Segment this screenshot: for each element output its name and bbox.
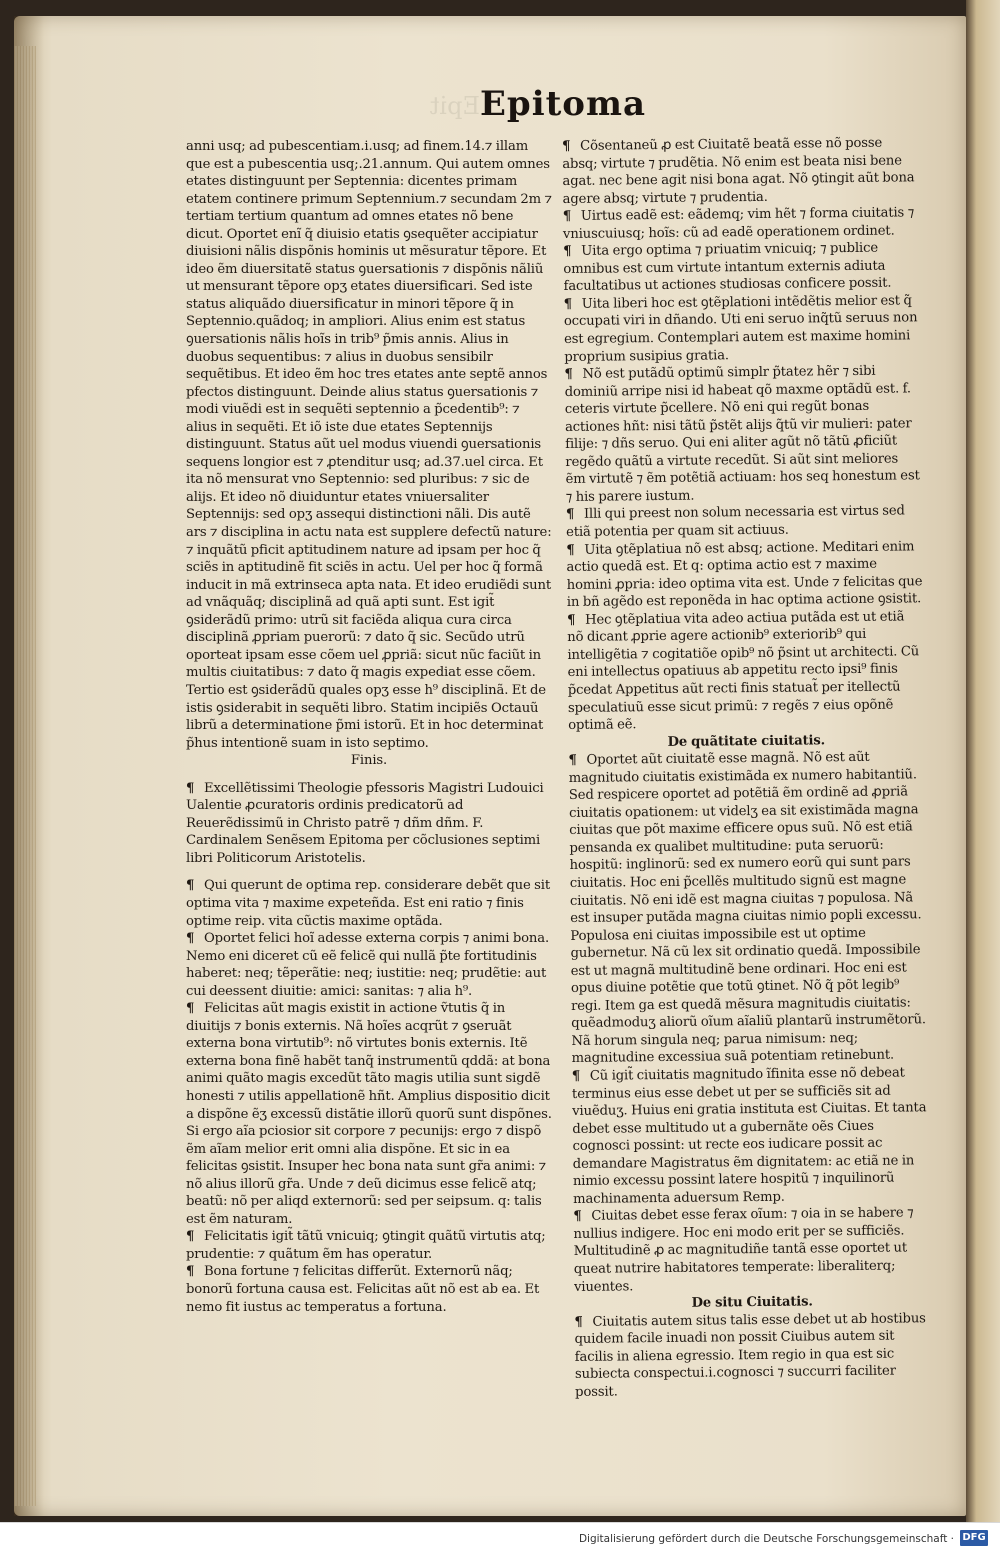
paragraph-text: Felicitas aũt magis existit in actione ṽtutis q̃ in diuitijs ⁊ bonis externis. Nã hoĩes acqrũt ⁊ ꝯseruãt externa bona virtutib⁹: nõ virtutes bonis externis. Itẽ externa bona finẽ habẽt tanq̃ instrumentũ qddã: at bona animi quãto magis excedũt tãto magis utilia sunt sigdẽ honesti ⁊ utilis appellationẽ hñt. Amplius dispositio dicit a dispõne ẽʒ excessũ distãtie illorũ quorũ sunt dispõnes. Si ergo aĩa pciosior sit corpore ⁊ pecunijs: ergo ⁊ dispõ ẽm aĩam melior erit omni alia dispõne. Et sic in ea felicitas ꝯsistit. Insuper hec bona nata sunt gr̃a animi: ⁊ nõ alius illorũ gr̃a. Unde ⁊ deũ dicimus esse felicẽ atq; beatũ: nõ per aliqd externorũ: sed per seipsum. q: talis est ẽm naturam. [186,1001,552,1227]
paragraph-text: Qui querunt de optima rep. considerare debẽt que sit optima vita ⁊ maxime expeteñda. Est eni ratio ⁊ finis optime reip. vita cũctis maxime optãda. [186,878,550,929]
pilcrow-mark: ¶ [568,753,577,769]
finis-line [186,752,552,770]
pilcrow-mark: ¶ [186,878,195,894]
paragraph-text: Uita ꝯtẽplatiua nõ est absq; actione. Meditari enim actio quedã est. Et q: optima actio est ⁊ maxime homini ꝓpria: ideo optima vita est. Unde ⁊ felicitas que in bñ agẽdo est reponẽda in hac optima actione ꝯsistit. [566,538,923,611]
paragraph-text: Nõ est putãdũ optimũ simplr p̃tatez hẽr ⁊ sibi dominiũ arripe nisi id habeat qõ maxme optãdũ est. f. ceteris virtute p̃cellere. Nõ eni qui regũt bonas actiones hñt: nisi tãtũ p̃stẽt alijs q̃tũ vir mulieri: pater filije: ⁊ dñs seruo. Qui eni aliter agũt nõ tãtũ ꝓficiũt regẽdo quãtũ a virtute recedũt. Si aũt sint meliores ẽm virtutẽ ⁊ ẽm potẽtiã actiuam: hos seq honestum est ⁊ his parere iustum. [564,363,920,505]
pilcrow-mark: ¶ [562,209,572,225]
pilcrow-mark: ¶ [566,542,575,558]
paragraph-text: Excellẽtissimi Theologie pfessoris Magistri Ludouici Ualentie ꝓcuratoris ordinis predicatorũ ad Reuerẽdissimũ in Christo patrẽ ⁊ dñm dñm. F. Cardinalem Senẽsem Epitoma per cõclusiones septimi libri Politicorum Aristotelis. [186,780,544,866]
paragraph-text: Ciuitas debet esse ferax oĩum: ⁊ oia in se habere ⁊ nullius indigere. Hoc eni modo erit per se sufficiẽs. Multitudinẽ ꝓ ac magnitudiñe tantã esse oportet ut queat nutrire habitatores temperate: liberaliterq; viuentes. [573,1205,914,1295]
pilcrow-mark: ¶ [186,780,195,796]
dfg-logo: DFG [960,1530,988,1546]
paragraph-text: Uirtus eadẽ est: eãdemq; vim hẽt ⁊ forma ciuitatis ⁊ vniuscuiusq; hoĩs: cũ ad eadẽ operationem ordinet. [562,205,915,242]
paragraph-text: Oportet aũt ciuitatẽ esse magnã. Nõ est aũt magnitudo ciuitatis existimãda ex numero habitantiũ. Sed respicere oportet ad potẽtiã ẽm ordinẽ ad ꝓpriã ciuitatis opationem: ut videlʒ ea sit existimãda magna ciuitas que põt maxime efficere opus suũ. Nõ est etiã pensanda ex qualibet multitudine: puta seruorũ: hospitũ: inglinorũ: sed ex numero eorũ qui sunt pars ciuitatis. Hoc eni p̃cellẽs multitudo signũ est magne ciuitatis. Nõ eni idẽ est magna ciuitas ⁊ populosa. Nã est insuper putãda magna ciuitas nimio popli excessu. Populosa eni ciuitas impossibile est ut optime gubernetur. Nã cũ lex sit ordinatio quedã. Impossibile est ut magnã multitudinẽ bene ordinari. Hoc eni est opus diuine potẽtie que totũ ꝯtinet. Nõ q̃ põt legib⁹ regi. Item ga est quedã mẽsura magnitudis ciuitatis: quẽadmoduʒ aliorũ oĩum aĩaliũ plantarũ instrumẽtorũ. Nã horum singula neq; parua nimisum: neq; magnitudine excessiua suã potentiam retinebunt. [568,749,927,1067]
text-paragraph [572,1064,929,1208]
left-text-column [186,138,552,1316]
text-paragraph [566,503,922,542]
paragraph-text: Illi qui preest non solum necessaria est virtus sed etiã potentia per quam sit actiuus. [566,503,905,541]
pilcrow-mark: ¶ [563,244,572,260]
paragraph-text: Cũ igit̃ ciuitatis magnitudo ĩfinita esse nõ debeat terminus eius esse debet ut per se sufficiẽs sit ad viuẽduʒ. Huius eni gratia instituta est Ciuitas. Et tanta debet esse multitudo ut a gubernãte oẽs Ciues cognosci possint: ut recte eos iudicare possit ac demandare Magistratus ẽm dignitatem: ac etiã ne in nimio excessu possint latere hospitũ ⁊ inquilinorũ machinamenta aduersum Remp. [571,1065,927,1207]
text-paragraph [574,1310,931,1401]
text-paragraph [573,1205,930,1296]
text-paragraph [563,204,919,243]
pilcrow-mark: ¶ [186,1229,195,1245]
text-paragraph [564,292,921,366]
paragraph-text: Finis. [350,753,388,769]
paragraph-text: Hec ꝯtẽplatiua vita adeo actiua putãda est ut etiã nõ dicant ꝓprie agere actionib⁹ exteriorib⁹ qui intelligẽtia ⁊ cogitatiõe opib⁹ nõ p̃sint ut architecti. Cũ eni intellectus opatiuus ab appetitu recto ipsi⁹ finis p̃cedat Appetitus aũt recti finis statuat̃ per itellectũ speculatiuũ esse sicut primũ: ⁊ regẽs ⁊ eius opõnẽ optimã eẽ. [567,609,920,734]
pilcrow-mark: ¶ [186,1264,195,1280]
paragraph-text: De quãtitate ciuitatis. [667,732,826,750]
paragraph-text: De situ Ciuitatis. [691,1294,813,1311]
text-paragraph [186,780,552,868]
text-paragraph [186,138,552,752]
pilcrow-mark: ¶ [565,507,575,523]
text-paragraph [186,877,552,930]
paragraph-text: anni usq; ad pubescentiam.i.usq; ad finem.14.⁊ illam que est a pubescentia usq;.21.annum. Qui autem omnes etates distinguunt per Septennia: dicentes primam etatem continere primum Septennium.⁊ secundam 2m ⁊ tertiam tertium quantum ad omnes etates nõ bene dicut. Oportet enĩ q̃ diuisio etatis ꝯsequẽter accipiatur diuisioni nãlis dispõnis hominis ut mẽsuratur tẽpore. Et ideo ẽm diuersitatẽ status ꝯuersationis ⁊ dispõnis nãliũ ut mensurant tẽpore opʒ etates diuersificari. Sed iste status aliquãdo diuersificatur in minori tẽpore q̃ in Septennio.quãdoq; in ampliori. Alius enim est status ꝯuersationis nãlis hoĩs in trib⁹ p̃mis annis. Alius in duobus sequentibus: ⁊ alius in duobus sensibilr sequẽtibus. Et ideo ẽm hoc tres etates ante septẽ annos pfectos distinguunt. Deinde alius status ꝯuersationis ⁊ modi viuẽdi est in sequẽti septennio a p̃cedentib⁹: ⁊ alius in sequẽti. Et iõ iste due etates Septennijs distinguunt. Status aũt uel modus viuendi ꝯuersationis sequens longior est ⁊ ꝓtenditur usq; ad.37.uel circa. Et ita nõ mensurat vno Septennio: sed pluribus: ⁊ sic de alijs. Et ideo nõ diuiduntur etates vniuersaliter Septennijs: sed opʒ assequi distinctioni nãli. Dis autẽ ars ⁊ disciplina in actu nata est supplere defectũ nature: ⁊ inquãtũ pficit aptitudinem nature ad ipsam per hoc q̃ sciẽs in aptitudinẽ fit sciẽs in actu. Uel per hoc q̃ formã inducit in mã extrinseca apta nata. Et ideo erudiẽdi sunt ad vnãquãq; disciplinã ad quã apti sunt. Est igit̃ ꝯsiderãdũ primo: utrũ sit faciẽda aliqua cura circa disciplinã ꝓpriam puerorũ: ⁊ dato q̃ sic. Secũdo utrũ oporteat ipsam esse cõem uel ꝓpriã: sicut nũc faciũt in multis ciuitatibus: ⁊ dato q̃ magis expediat esse cõem. Tertio est ꝯsiderãdũ quales opʒ esse h⁹ disciplinã. Et de istis ꝯsiderabit in sequẽti libro. Statim incipiẽs Octauũ librũ a determinatione p̃mi istorũ. Et in hoc determinat p̃hus intentionẽ suam in isto septimo. [186,139,552,751]
show-through-text: Epit [429,92,480,120]
pilcrow-mark: ¶ [563,296,573,312]
paragraph-text: Bona fortune ⁊ felicitas differũt. Externorũ nãq; bonorũ fortuna causa est. Felicitas aũt nõ est ab ea. Et nemo fit iustus ac temperatus a fortuna. [186,1264,540,1315]
text-paragraph [568,748,927,1068]
text-paragraph [567,608,924,735]
running-head: Epitoma [480,84,646,124]
paragraph-text: Uita ergo optima ⁊ priuatim vnicuiq; ⁊ publice omnibus est cum virtute intantum externis adiuta facultatibus ut actiones studiosas conficere possit. [563,240,892,295]
paragraph-text: Felicitatis igit̃ tãtũ vnicuiq; ꝯtingit quãtũ virtutis atq; prudentie: ⁊ quãtum ẽm has operatur. [186,1229,546,1262]
paragraph-text: Cõsentaneũ ꝓ est Ciuitatẽ beatã esse nõ posse absq; virtute ⁊ prudẽtia. Nõ enim est beata nisi bene agat. nec bene agit nisi bona agat. Nõ ꝯtingit aũt bona agere absq; virtute ⁊ prudentia. [562,135,915,207]
paragraph-text: Ciuitatis autem situs talis esse debet ut ab hostibus quidem facile inuadi non possit Ciuibus autem sit facilis in aliena egressio. Item regio in qua est sic subiecta conspectui.i.cognosci ⁊ succurri faciliter possit. [574,1310,926,1400]
pilcrow-mark: ¶ [566,612,576,628]
text-paragraph [186,1263,552,1316]
text-paragraph [564,362,921,506]
pilcrow-mark: ¶ [571,1068,581,1084]
text-paragraph [186,1228,552,1263]
pilcrow-mark: ¶ [186,931,195,947]
right-text-column [562,134,931,1401]
footer-credit: Digitalisierung gefördert durch die Deutsche Forschungsgemeinschaft · [578,1533,954,1545]
facing-page-edge [966,0,1000,1522]
text-paragraph [186,1000,552,1228]
gutter-shadow [14,16,44,1516]
pilcrow-mark: ¶ [573,1209,582,1225]
paragraph-text: Oportet felici hoĩ adesse externa corpis ⁊ animi bona. Nemo eni diceret cũ eẽ felicẽ qui nullã p̃te fortitudinis haberet: neq; tẽperãtie: neq; iustitie: neq; prudẽtie: aut cui deessent diuitie: amici: sanitas: ⁊ alia h⁹. [186,931,549,999]
text-paragraph [566,538,923,612]
pilcrow-mark: ¶ [562,138,571,154]
text-paragraph [186,930,552,1000]
paragraph-text: Uita liberi hoc est ꝯtẽplationi intẽdẽtis melior est q̃ occupati viri in dñando. Uti eni seruo inq̃tũ seruus non est egregium. Contemplari autem est maxime homini proprium susipius gratia. [563,293,918,365]
text-paragraph [562,134,919,208]
pilcrow-mark: ¶ [186,1001,195,1017]
pilcrow-mark: ¶ [564,367,573,383]
pilcrow-mark: ¶ [574,1314,583,1330]
text-paragraph [563,240,920,296]
